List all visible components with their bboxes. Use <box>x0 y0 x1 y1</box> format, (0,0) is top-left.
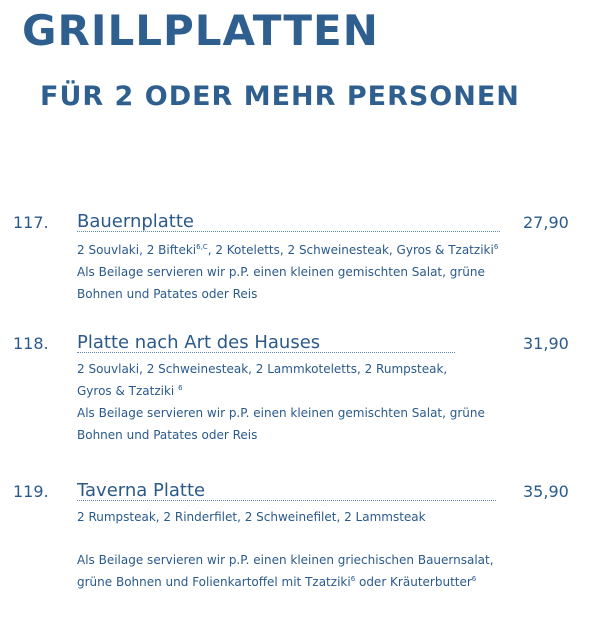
item-description-line: Als Beilage servieren wir p.P. einen kleinen gemischten Salat, grüne <box>77 265 485 279</box>
dotted-leader <box>77 231 500 232</box>
item-price: 35,90 <box>523 482 569 501</box>
item-price: 31,90 <box>523 334 569 353</box>
item-description-line: 2 Souvlaki, 2 Schweinesteak, 2 Lammkoteletts, 2 Rumpsteak, <box>77 362 448 376</box>
item-description-line <box>77 576 476 588</box>
description-text: grüne Bohnen und Folienkartoffel mit Tzatziki <box>77 575 351 589</box>
menu-item-118 <box>0 334 589 474</box>
item-description-line: Als Beilage servieren wir p.P. einen kleinen griechischen Bauernsalat, <box>77 553 494 567</box>
description-text: , 2 Koteletts, 2 Schweinesteak, Gyros & Tzatziki <box>207 243 494 257</box>
item-number: 117. <box>13 213 49 232</box>
page-subtitle: FÜR 2 ODER MEHR PERSONEN <box>40 81 520 112</box>
description-text: 2 Souvlaki, 2 Bifteki <box>77 243 197 257</box>
page-title: GRILLPLATTEN <box>22 6 379 55</box>
item-description-line: Als Beilage servieren wir p.P. einen kleinen gemischten Salat, grüne <box>77 406 485 420</box>
item-description-line: Bohnen und Patates oder Reis <box>77 428 258 442</box>
menu-item-119 <box>0 482 589 622</box>
item-number: 118. <box>13 334 49 353</box>
dotted-leader <box>77 500 496 501</box>
footnote-marker: 6 <box>493 243 499 251</box>
dotted-leader <box>77 352 455 353</box>
footnote-marker: 6,C <box>196 243 208 251</box>
item-description-line: Bohnen und Patates oder Reis <box>77 287 258 301</box>
footnote-marker: 6 <box>350 575 356 583</box>
item-number: 119. <box>13 482 49 501</box>
description-text: Gyros & Tzatziki <box>77 384 179 398</box>
item-name: Bauernplatte <box>77 211 194 232</box>
item-price: 27,90 <box>523 213 569 232</box>
footnote-marker: 6 <box>178 384 183 392</box>
footnote-marker: 6 <box>471 575 477 583</box>
item-name: Taverna Platte <box>77 480 206 501</box>
item-description-line: 2 Rumpsteak, 2 Rinderfilet, 2 Schweinefilet, 2 Lammsteak <box>77 510 426 524</box>
item-description-line <box>77 244 498 256</box>
item-description-line <box>77 385 183 397</box>
item-name: Platte nach Art des Hauses <box>77 332 321 353</box>
description-text: oder Kräuterbutter <box>355 575 472 589</box>
